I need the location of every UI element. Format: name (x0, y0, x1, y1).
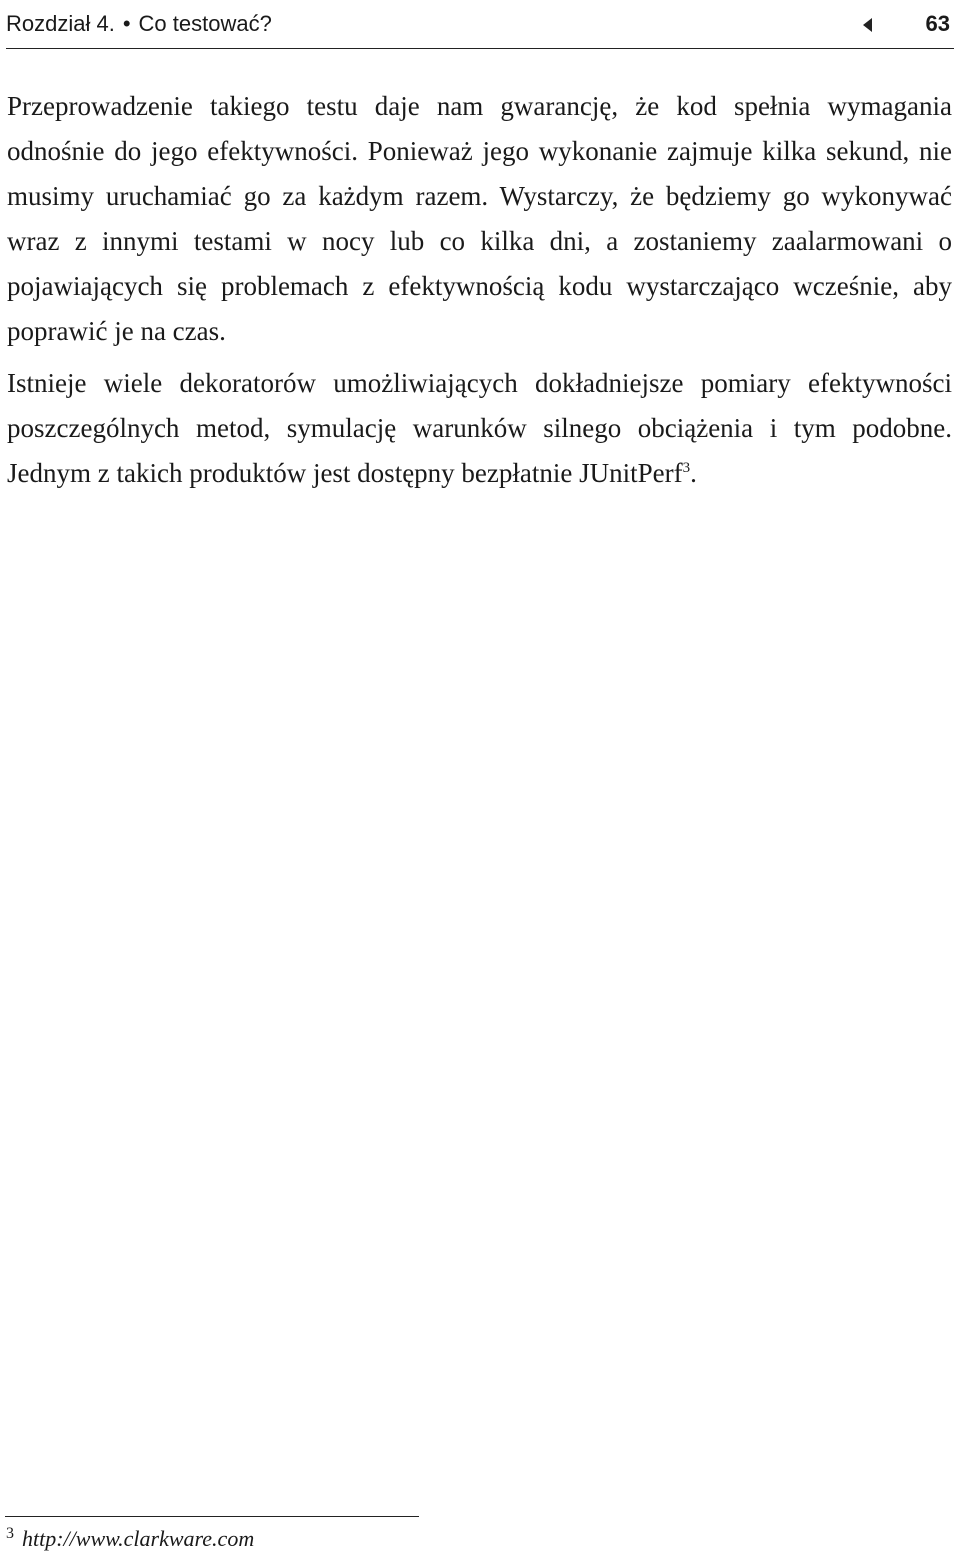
bullet-separator: • (122, 11, 131, 36)
page-number: 63 (925, 11, 950, 36)
chapter-label: Rozdział 4. (6, 11, 115, 36)
running-header (6, 0, 954, 49)
footnote-divider (5, 1516, 419, 1517)
footnote-reference: 3 (682, 460, 691, 476)
footnote-number: 3 (6, 1525, 14, 1542)
paragraph-text: Istnieje wiele dekoratorów umożliwiających dokładniejsze pomiary efektywności poszczególnych metod, symulację warunków silnego obciążenia i tym podobne. Jednym z takich produktów jest dostępny bezpłatnie JUnitPerf (7, 368, 952, 488)
paragraph (7, 361, 952, 496)
chapter-title (6, 11, 272, 37)
paragraph-end: . (690, 458, 697, 488)
paragraph: Przeprowadzenie takiego testu daje nam gwarancję, że kod spełnia wymagania odnośnie do jego efektywności. Ponieważ jego wykonanie zajmuje kilka sekund, nie musimy uruchamiać go za każdym razem. Wystarczy, że będziemy go wykonywać wraz z innymi testami w nocy lub co kilka dni, a zostaniemy zaalarmowani o pojawiających się problemach z efektywnością kodu wystarczająco wcześnie, aby poprawić je na czas. (7, 91, 952, 346)
section-title: Co testować? (138, 11, 272, 36)
page-body (7, 84, 952, 503)
footnote-url: http://www.clarkware.com (22, 1526, 255, 1551)
left-triangle-icon (863, 18, 872, 32)
footnote (6, 1526, 254, 1552)
